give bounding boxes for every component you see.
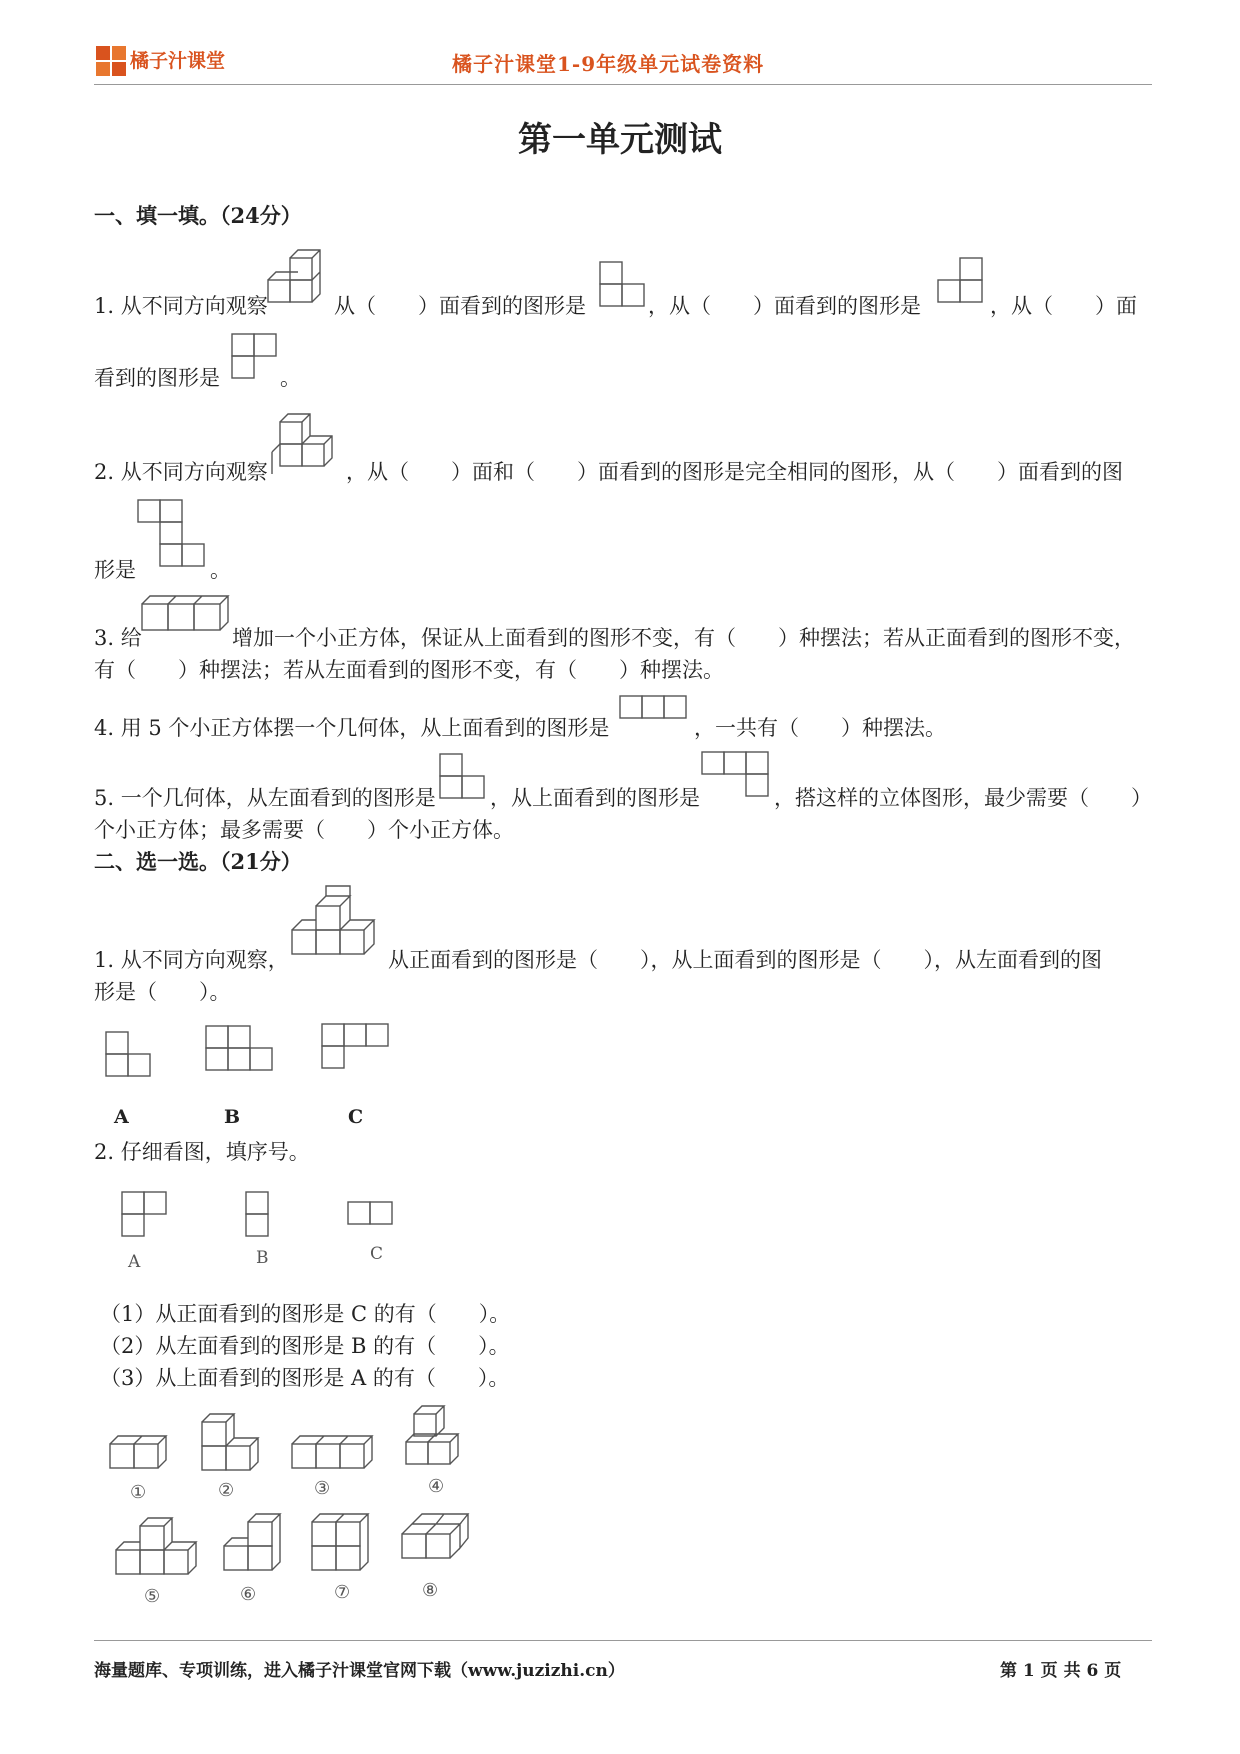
footer-left-text: 海量题库、专项训练，进入橘子汁课堂官网下载（www.juzizhi.cn） (94, 1661, 625, 1681)
s2q2-figure-7-label: ⑦ (334, 1582, 351, 1603)
section2-heading: 二、选一选。（21分） (94, 849, 302, 874)
s1q1-view1 (598, 260, 646, 308)
s2q1-text-b: 从正面看到的图形是（ ），从上面看到的图形是（ ），从左面看到的图 (388, 948, 1102, 972)
s2q2-option-a-label: A (128, 1252, 141, 1272)
s2q2-figure-8-label: ⑧ (422, 1580, 439, 1601)
s1q1-text-d: ，从（ ）面 (990, 294, 1137, 318)
logo-text: 橘子汁课堂 (130, 50, 226, 72)
s2q2-option-b-figure (244, 1190, 274, 1240)
s1q2-text-b: ，从（ ）面和（ ）面看到的图形是完全相同的图形，从（ ）面看到的图 (346, 460, 1123, 484)
s1q2-text-c: 形是 (94, 558, 136, 582)
s1q3-solid-figure (140, 590, 230, 636)
footer-divider (94, 1640, 1152, 1641)
s2q2-figure-8 (400, 1512, 470, 1566)
s1q1-text-b: 从（ ）面看到的图形是 (334, 294, 586, 318)
s1q3-text-a: 3. 给 (94, 626, 142, 650)
s1q2-solid-figure (270, 402, 350, 472)
header-title: 橘子汁课堂1-9年级单元试卷资料 (452, 52, 765, 76)
s2q1-option-c-label: C (348, 1106, 364, 1128)
section1-heading: 一、填一填。（24分） (94, 203, 302, 228)
s2q2-figure-3 (290, 1434, 374, 1474)
s1q2-text-d: 。 (210, 558, 231, 582)
s1q4-text-a: 4. 用 5 个小正方体摆一个几何体，从上面看到的图形是 (94, 716, 610, 740)
page-number: 第 1 页 共 6 页 (1000, 1661, 1122, 1681)
s1q1-text-a: 1. 从不同方向观察 (94, 294, 268, 318)
s2q2-option-a-figure (120, 1190, 172, 1240)
s2q1-option-b-label: B (224, 1106, 241, 1128)
s1q2-view (136, 498, 208, 570)
s2q2-figure-2 (200, 1412, 262, 1474)
s2q2-sub1: （1）从正面看到的图形是 C 的有（ ）。 (100, 1302, 511, 1326)
s2q2-sub3: （3）从上面看到的图形是 A 的有（ ）。 (100, 1366, 510, 1390)
s1q3-text-b: 增加一个小正方体，保证从上面看到的图形不变，有（ ）种摆法；若从正面看到的图形不变， (232, 626, 1135, 650)
s1q1-text-c: ，从（ ）面看到的图形是 (648, 294, 921, 318)
s1q1-text-f: 。 (280, 366, 301, 390)
s2q2-text-a: 2. 仔细看图，填序号。 (94, 1140, 310, 1164)
s1q3-text-c: 有（ ）种摆法；若从左面看到的图形不变，有（ ）种摆法。 (94, 658, 724, 682)
s2q1-text-a: 1. 从不同方向观察， (94, 948, 289, 972)
s1q5-text-a: 5. 一个几何体，从左面看到的图形是 (94, 786, 436, 810)
s2q2-figure-5-label: ⑤ (144, 1586, 161, 1607)
s1q2-text-a: 2. 从不同方向观察 (94, 460, 268, 484)
s1q1-solid-figure (266, 244, 332, 304)
s2q1-text-c: 形是（ ）。 (94, 980, 231, 1004)
s1q1-view3 (230, 332, 278, 380)
s2q1-solid-figure (290, 882, 386, 958)
s2q2-option-c-figure (346, 1200, 398, 1230)
s1q4-view (618, 694, 690, 724)
s2q2-figure-3-label: ③ (314, 1478, 331, 1499)
s2q2-figure-6 (222, 1512, 284, 1578)
s2q2-figure-5 (114, 1516, 198, 1580)
s2q1-option-a-label: A (114, 1106, 129, 1128)
s2q2-figure-4 (404, 1402, 470, 1468)
s2q1-option-c-figure (320, 1022, 394, 1074)
logo-icon (96, 46, 126, 76)
s2q2-figure-2-label: ② (218, 1480, 235, 1501)
s2q2-sub2: （2）从左面看到的图形是 B 的有（ ）。 (100, 1334, 510, 1358)
s2q1-option-b-figure (204, 1024, 278, 1076)
s2q1-option-a-figure (104, 1030, 156, 1080)
s2q2-figure-6-label: ⑥ (240, 1584, 257, 1605)
s1q5-text-c: ，搭这样的立体图形，最少需要（ ） (774, 786, 1152, 810)
s2q2-figure-1-label: ① (130, 1482, 147, 1503)
s1q1-text-e: 看到的图形是 (94, 366, 220, 390)
s1q4-text-b: ，一共有（ ）种摆法。 (694, 716, 946, 740)
s1q5-view-left (438, 752, 488, 800)
header-divider (94, 84, 1152, 85)
s2q2-figure-4-label: ④ (428, 1476, 445, 1497)
s2q2-figure-7 (310, 1512, 370, 1578)
s2q2-figure-1 (108, 1434, 168, 1474)
page-title: 第一单元测试 (518, 120, 722, 160)
s2q2-option-c-label: C (370, 1244, 384, 1264)
s1q5-text-d: 个小正方体；最多需要（ ）个小正方体。 (94, 818, 514, 842)
s2q2-option-b-label: B (256, 1248, 269, 1268)
s1q1-view2 (936, 256, 988, 304)
s1q5-text-b: ，从上面看到的图形是 (490, 786, 700, 810)
s1q5-view-top (700, 750, 772, 800)
